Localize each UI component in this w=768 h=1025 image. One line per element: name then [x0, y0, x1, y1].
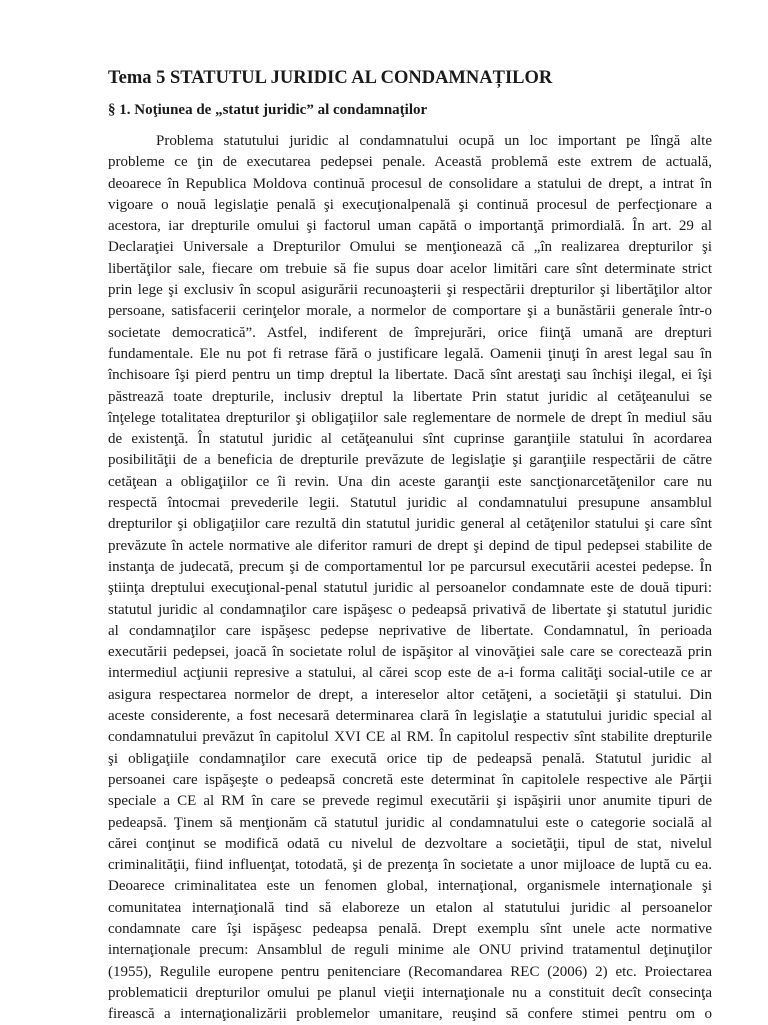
paragraph-line: comunitatea internaţională tind să elaboreze un etalon al statutului juridic al persoanelor: [108, 899, 712, 916]
paragraph-line: (1955), Regulile europene pentru penitenciare (Recomandarea REC (2006) 2) etc. Proiectarea: [108, 963, 712, 980]
paragraph-line: asigura respectarea normelor de drept, a intereselor altor cetăţeni, a societăţii şi statului. Din: [108, 686, 712, 703]
paragraph-line: intermediul acţiunii represive a statului, al cărei scop este de a-i forma calităţi social-utile ce ar: [108, 665, 712, 682]
paragraph-line: persoane, satisfacerii cerinţelor morale, a normelor de comportare şi a bunăstării generale într-o: [108, 303, 712, 320]
paragraph-line: Deoarece criminalitatea este un fenomen global, internaţional, organismele internaţionale şi: [108, 878, 712, 895]
section-heading: § 1. Noţiunea de „statut juridic” al condamnaţilor: [108, 102, 428, 118]
paragraph-line: libertăţilor sale, fiecare om trebuie să fie supus doar acelor limitări care sînt determinate strict: [108, 260, 712, 277]
paragraph-line: vigoare o nouă legislaţie penală şi execuţionalpenală şi continuă procesul de perfecţionare a: [108, 196, 712, 213]
paragraph-line: speciale a CE al RM în care se prevede regimul executării şi ispăşirii unor anumite tipuri de: [108, 793, 712, 810]
paragraph-line: al condamnaţilor care ispăşesc pedepse neprivative de libertate. Condamnatul, în perioada: [108, 622, 712, 639]
paragraph-line: de existenţă. În statutul juridic al cetăţeanului sînt cuprinse garanţiile statului în acordarea: [108, 431, 712, 448]
paragraph-line: aceste considerente, a fost necesară determinarea clară în legislaţie a statutului juridic special al: [108, 708, 712, 725]
paragraph-line: respectă întocmai prevederile legii. Statutul juridic al condamnatului presupune ansamblul: [108, 495, 712, 512]
paragraph-line: ştiinţa dreptului execuţional-penal statutul juridic al persoanelor condamnate este de două tipuri:: [108, 580, 712, 597]
paragraph-line: cetăţean a obligaţiilor ce îi revin. Una din aceste garanţii este sancţionarcetăţenilor care nu: [108, 473, 712, 490]
paragraph-line: firească a internaţionalizării problemelor umanitare, reuşind să confere stimei pentru om o: [108, 1006, 712, 1023]
paragraph-line: cărei conţinut se modifică odată cu nivelul de dezvoltare a societăţii, tipul de stat, nivelul: [108, 835, 712, 852]
document-title: Tema 5 STATUTUL JURIDIC AL CONDAMNAȚILOR: [108, 68, 553, 88]
paragraph-line: condamnate care îşi ispăşesc pedeapsa penală. Drept exemplu sînt unele acte normative: [108, 920, 712, 937]
paragraph-line: pedeapsă. Ţinem să menţionăm că statutul juridic al condamnatului este o categorie socială al: [108, 814, 712, 831]
paragraph-line: criminalităţii, fiind influenţat, totodată, şi de prezenţa în societate a unor mijloace de luptă cu ea.: [108, 857, 712, 874]
document-page: [108, 66, 712, 1025]
paragraph-line: internaţionale precum: Ansamblul de reguli minime ale ONU privind tratamentul deţinuţilor: [108, 942, 712, 959]
paragraph-line: şi obligaţiile condamnaţilor care execută orice tip de pedeapsă penală. Statutul juridic al: [108, 750, 712, 767]
paragraph-line: fundamentale. Ele nu pot fi retrase fără o justificare legală. Oamenii ţinuţi în arest legal sau în: [108, 345, 712, 362]
paragraph-line: înţelege totalitatea drepturilor şi obligaţiilor sale reglementare de normele de drept în mediul său: [108, 409, 712, 426]
paragraph-line: Declaraţiei Universale a Drepturilor Omului se menţionează că „în realizarea drepturilor şi: [108, 239, 712, 256]
paragraph-line: păstrează toate drepturile, inclusiv dreptul la libertate Prin statut juridic al cetăţeanului se: [108, 388, 712, 405]
paragraph-line: acestora, iar drepturile omului şi factorul uman capătă o importanţă primordială. În art. 29 al: [108, 218, 712, 235]
paragraph-line: statutul juridic al condamnaţilor care ispăşesc o pedeapsă privativă de libertate şi statutul juridic: [108, 601, 712, 618]
paragraph-line: problematicii drepturilor omului pe planul vieţii internaţionale nu a constituit decît consecinţa: [108, 984, 712, 1001]
body-paragraph: [108, 131, 712, 1025]
paragraph-line: executării pedepsei, joacă în societate rolul de ispăşitor al vinovăţiei sale care se corectează prin: [108, 644, 712, 661]
paragraph-line: instanţa de judecată, precum şi de comportamentul lor pe parcursul executării acestei pedepse. În: [108, 558, 712, 575]
paragraph-line: deoarece în Republica Moldova continuă procesul de consolidare a statului de drept, a intrat în: [108, 175, 712, 192]
paragraph-line: condamnatului prevăzut în capitolul XVI CE al RM. În capitolul respectiv sînt stabilite drepturile: [108, 729, 712, 746]
paragraph-line: prevăzute în actele normative ale diferitor ramuri de drept şi depind de tipul pedepsei stabilite de: [108, 537, 712, 554]
paragraph-line: societate democratică”. Astfel, indiferent de împrejurări, orice fiinţă umană are drepturi: [108, 324, 712, 341]
paragraph-line: posibilităţii de a beneficia de drepturile prevăzute de legislaţie şi garanţiile respectării de către: [108, 452, 712, 469]
paragraph-line: persoanei care ispăşeşte o pedeapsă concretă este determinat în capitolele respective ale Părţii: [108, 771, 712, 788]
paragraph-line: drepturilor şi obligaţiilor care rezultă din statutul juridic general al cetăţenilor statului şi care sînt: [108, 516, 712, 533]
paragraph-line: probleme ce ţin de executarea pedepsei penale. Această problemă este extrem de actuală,: [108, 154, 712, 171]
paragraph-line: închisoare îşi pierd pentru un timp dreptul la libertate. Dacă sînt arestaţi sau închişi ilegal, ei îşi: [108, 367, 712, 384]
paragraph-line: Problema statutului juridic al condamnatului ocupă un loc important pe lîngă alte: [156, 133, 712, 149]
paragraph-line: prin lege şi exclusiv în scopul asigurării recunoaşterii şi respectării drepturilor şi libertăţilor altor: [108, 282, 712, 299]
